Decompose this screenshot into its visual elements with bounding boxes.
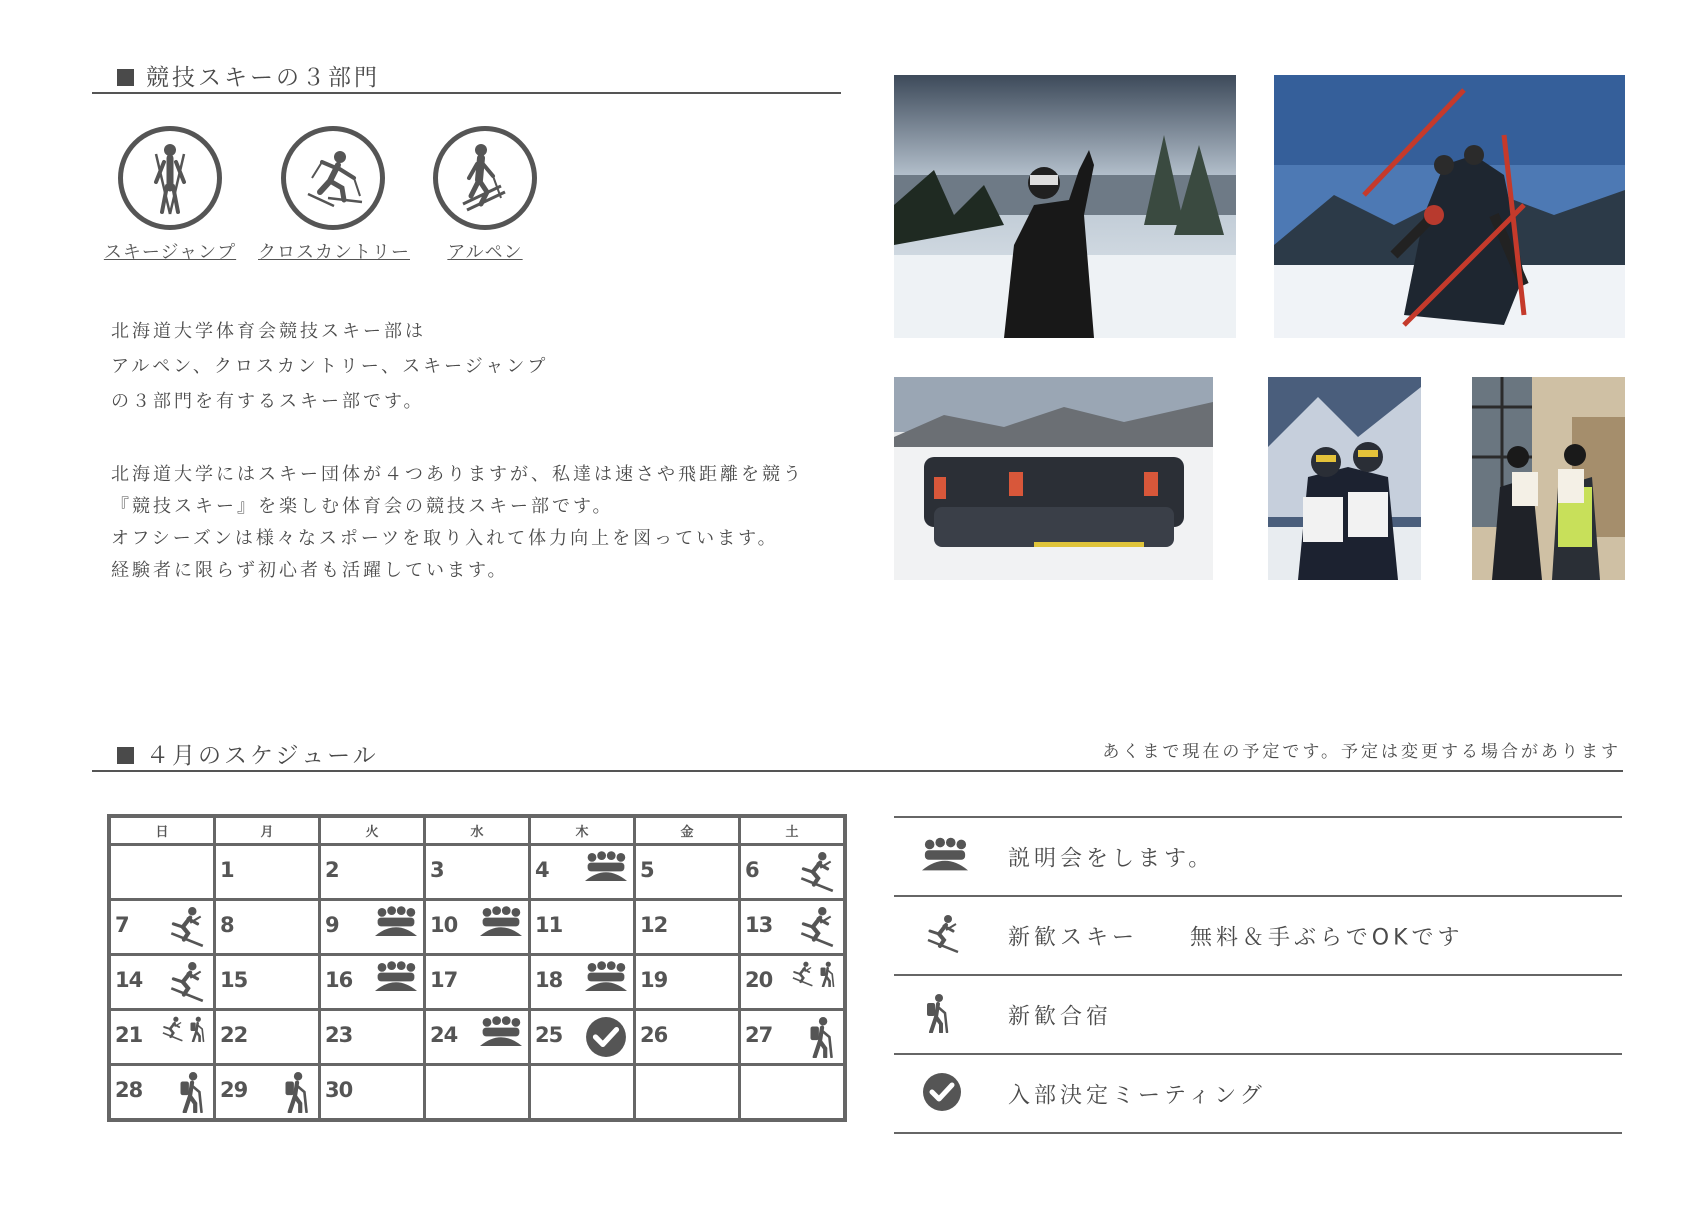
day-number: 18 bbox=[535, 968, 563, 992]
calendar-day-cell bbox=[320, 845, 425, 900]
intro-line: アルペン、クロスカントリー、スキージャンプ bbox=[111, 356, 549, 377]
calendar-day-cell bbox=[425, 900, 530, 955]
calendar-day-cell bbox=[215, 955, 320, 1010]
day-number: 11 bbox=[535, 913, 563, 937]
hiker-icon bbox=[805, 1016, 837, 1062]
day-number: 25 bbox=[535, 1023, 563, 1047]
check-icon bbox=[922, 1072, 962, 1116]
calendar-day-cell bbox=[740, 1010, 846, 1065]
meeting-icon bbox=[480, 1016, 522, 1052]
weekday-header: 水 bbox=[425, 816, 530, 845]
square-bullet-icon bbox=[117, 747, 134, 764]
meeting-icon bbox=[480, 906, 522, 942]
day-event-icons bbox=[795, 906, 837, 952]
hiker-icon bbox=[817, 961, 837, 991]
calendar-week-row bbox=[109, 1010, 845, 1065]
calendar-day-cell bbox=[635, 1065, 740, 1121]
day-number: 29 bbox=[220, 1078, 248, 1102]
ski-icon bbox=[922, 914, 962, 958]
day-number: 2 bbox=[325, 858, 339, 882]
day-number: 1 bbox=[220, 858, 234, 882]
body-line: 『競技スキー』を楽しむ体育会の競技スキー部です。 bbox=[111, 496, 614, 517]
schedule-note: あくまで現在の予定です。予定は変更する場合があります bbox=[1102, 742, 1621, 762]
discipline-label[interactable]: スキージャンプ bbox=[103, 242, 237, 263]
body-paragraph bbox=[111, 459, 804, 587]
day-number: 26 bbox=[640, 1023, 668, 1047]
calendar bbox=[107, 814, 847, 1122]
ski-icon bbox=[165, 961, 207, 1007]
calendar-day-cell bbox=[109, 955, 215, 1010]
day-event-icons bbox=[480, 906, 522, 942]
photo-skiers-snow bbox=[1274, 75, 1625, 338]
day-number: 22 bbox=[220, 1023, 248, 1047]
day-number: 3 bbox=[430, 858, 444, 882]
section-rule bbox=[92, 770, 1623, 772]
calendar-body bbox=[109, 845, 845, 1121]
calendar-day-cell bbox=[635, 955, 740, 1010]
calendar-day-cell bbox=[425, 845, 530, 900]
day-event-icons bbox=[375, 961, 417, 997]
legend-row bbox=[894, 1053, 1622, 1134]
calendar-day-cell bbox=[530, 845, 635, 900]
intro-line: 北海道大学体育会競技スキー部は bbox=[111, 321, 426, 342]
meeting-icon bbox=[375, 961, 417, 997]
day-number: 6 bbox=[745, 858, 759, 882]
day-event-icons bbox=[280, 1071, 312, 1117]
calendar-day-cell bbox=[109, 1010, 215, 1065]
day-number: 12 bbox=[640, 913, 668, 937]
ski-icon bbox=[789, 961, 815, 991]
section-title-schedule bbox=[117, 737, 379, 770]
section-title-text: 競技スキーの３部門 bbox=[146, 65, 380, 91]
day-event-icons bbox=[165, 906, 207, 952]
legend-row bbox=[894, 816, 1622, 895]
weekday-header: 日 bbox=[109, 816, 215, 845]
day-event-icons bbox=[795, 851, 837, 897]
weekday-header: 月 bbox=[215, 816, 320, 845]
weekday-header: 木 bbox=[530, 816, 635, 845]
weekday-header: 土 bbox=[740, 816, 846, 845]
day-event-icons bbox=[375, 906, 417, 942]
calendar-day-cell bbox=[320, 1010, 425, 1065]
day-number: 8 bbox=[220, 913, 234, 937]
discipline-label[interactable]: アルペン bbox=[447, 242, 523, 263]
square-bullet-icon bbox=[117, 69, 134, 86]
calendar-day-cell bbox=[740, 900, 846, 955]
alpine-icon bbox=[433, 126, 537, 230]
calendar-day-cell bbox=[215, 845, 320, 900]
day-number: 23 bbox=[325, 1023, 353, 1047]
calendar-day-cell bbox=[635, 1010, 740, 1065]
meeting-icon bbox=[922, 837, 968, 876]
day-number: 19 bbox=[640, 968, 668, 992]
meeting-icon bbox=[585, 851, 627, 887]
ski-icon bbox=[159, 1016, 185, 1046]
day-event-icons bbox=[585, 1016, 627, 1062]
calendar-day-cell bbox=[740, 845, 846, 900]
weekday-header-row bbox=[109, 816, 845, 845]
cross-country-icon bbox=[281, 126, 385, 230]
calendar-day-cell bbox=[530, 1010, 635, 1065]
calendar-day-cell bbox=[530, 1065, 635, 1121]
body-line: 経験者に限らず初心者も活躍しています。 bbox=[111, 560, 509, 581]
intro-paragraph bbox=[111, 314, 548, 419]
calendar-day-cell bbox=[530, 900, 635, 955]
day-event-icons bbox=[165, 961, 207, 1007]
meeting-icon bbox=[375, 906, 417, 942]
calendar-day-cell bbox=[635, 900, 740, 955]
section-rule bbox=[92, 92, 841, 94]
day-number: 30 bbox=[325, 1078, 353, 1102]
calendar-day-cell bbox=[109, 845, 215, 900]
day-event-icons bbox=[480, 1016, 522, 1052]
day-number: 16 bbox=[325, 968, 353, 992]
calendar-week-row bbox=[109, 955, 845, 1010]
day-event-icons bbox=[175, 1071, 207, 1117]
ski-jump-icon bbox=[118, 126, 222, 230]
weekday-header: 火 bbox=[320, 816, 425, 845]
day-number: 10 bbox=[430, 913, 458, 937]
legend-text: 新歓スキー 無料＆手ぶらでOKです bbox=[1008, 925, 1464, 950]
weekday-header: 金 bbox=[635, 816, 740, 845]
check-icon bbox=[585, 1016, 627, 1062]
day-number: 27 bbox=[745, 1023, 773, 1047]
hiker-icon bbox=[175, 1071, 207, 1117]
day-number: 14 bbox=[115, 968, 143, 992]
photo-skier-summit bbox=[894, 75, 1236, 338]
day-event-icons bbox=[159, 1016, 207, 1046]
calendar-day-cell bbox=[425, 955, 530, 1010]
calendar-day-cell bbox=[530, 955, 635, 1010]
intro-line: の３部門を有するスキー部です。 bbox=[111, 391, 425, 412]
calendar-day-cell bbox=[320, 900, 425, 955]
day-number: 9 bbox=[325, 913, 339, 937]
calendar-day-cell bbox=[740, 955, 846, 1010]
legend-text: 説明会をします。 bbox=[1008, 846, 1215, 871]
hiker-icon bbox=[280, 1071, 312, 1117]
legend-row bbox=[894, 895, 1622, 974]
day-number: 20 bbox=[745, 968, 773, 992]
day-number: 13 bbox=[745, 913, 773, 937]
body-line: オフシーズンは様々なスポーツを取り入れて体力向上を図っています。 bbox=[111, 528, 779, 549]
calendar-day-cell bbox=[740, 1065, 846, 1121]
day-number: 21 bbox=[115, 1023, 143, 1047]
discipline-cross-country[interactable] bbox=[258, 126, 408, 264]
ski-icon bbox=[795, 851, 837, 897]
day-event-icons bbox=[789, 961, 837, 991]
discipline-ski-jump[interactable] bbox=[100, 126, 240, 264]
hiker-icon bbox=[922, 993, 952, 1037]
photo-racers bbox=[1268, 377, 1421, 580]
calendar-day-cell bbox=[320, 1065, 425, 1121]
day-number: 7 bbox=[115, 913, 129, 937]
ski-icon bbox=[165, 906, 207, 952]
ski-icon bbox=[795, 906, 837, 952]
discipline-alpine[interactable] bbox=[420, 126, 550, 264]
calendar-day-cell bbox=[635, 845, 740, 900]
day-number: 28 bbox=[115, 1078, 143, 1102]
day-number: 15 bbox=[220, 968, 248, 992]
day-number: 17 bbox=[430, 968, 458, 992]
calendar-day-cell bbox=[215, 1010, 320, 1065]
calendar-day-cell bbox=[109, 900, 215, 955]
hiker-icon bbox=[187, 1016, 207, 1046]
calendar-day-cell bbox=[320, 955, 425, 1010]
schedule-legend bbox=[894, 816, 1622, 1134]
section-title-text: ４月のスケジュール bbox=[146, 743, 379, 769]
photo-group bbox=[894, 377, 1213, 580]
legend-text: 新歓合宿 bbox=[1008, 1004, 1113, 1029]
discipline-label[interactable]: クロスカントリー bbox=[258, 242, 410, 263]
day-number: 4 bbox=[535, 858, 549, 882]
calendar-day-cell bbox=[425, 1010, 530, 1065]
calendar-day-cell bbox=[215, 1065, 320, 1121]
meeting-icon bbox=[585, 961, 627, 997]
day-event-icons bbox=[585, 961, 627, 997]
calendar-day-cell bbox=[425, 1065, 530, 1121]
calendar-week-row bbox=[109, 1065, 845, 1121]
legend-row bbox=[894, 974, 1622, 1053]
calendar-week-row bbox=[109, 900, 845, 955]
section-title-disciplines bbox=[117, 59, 380, 92]
calendar-day-cell bbox=[215, 900, 320, 955]
day-event-icons bbox=[585, 851, 627, 887]
day-number: 24 bbox=[430, 1023, 458, 1047]
day-number: 5 bbox=[640, 858, 654, 882]
calendar-day-cell bbox=[109, 1065, 215, 1121]
legend-text: 入部決定ミーティング bbox=[1008, 1083, 1266, 1108]
day-event-icons bbox=[805, 1016, 837, 1062]
calendar-week-row bbox=[109, 845, 845, 900]
photo-award bbox=[1472, 377, 1625, 580]
body-line: 北海道大学にはスキー団体が４つありますが、私達は速さや飛距離を競う bbox=[111, 464, 804, 485]
